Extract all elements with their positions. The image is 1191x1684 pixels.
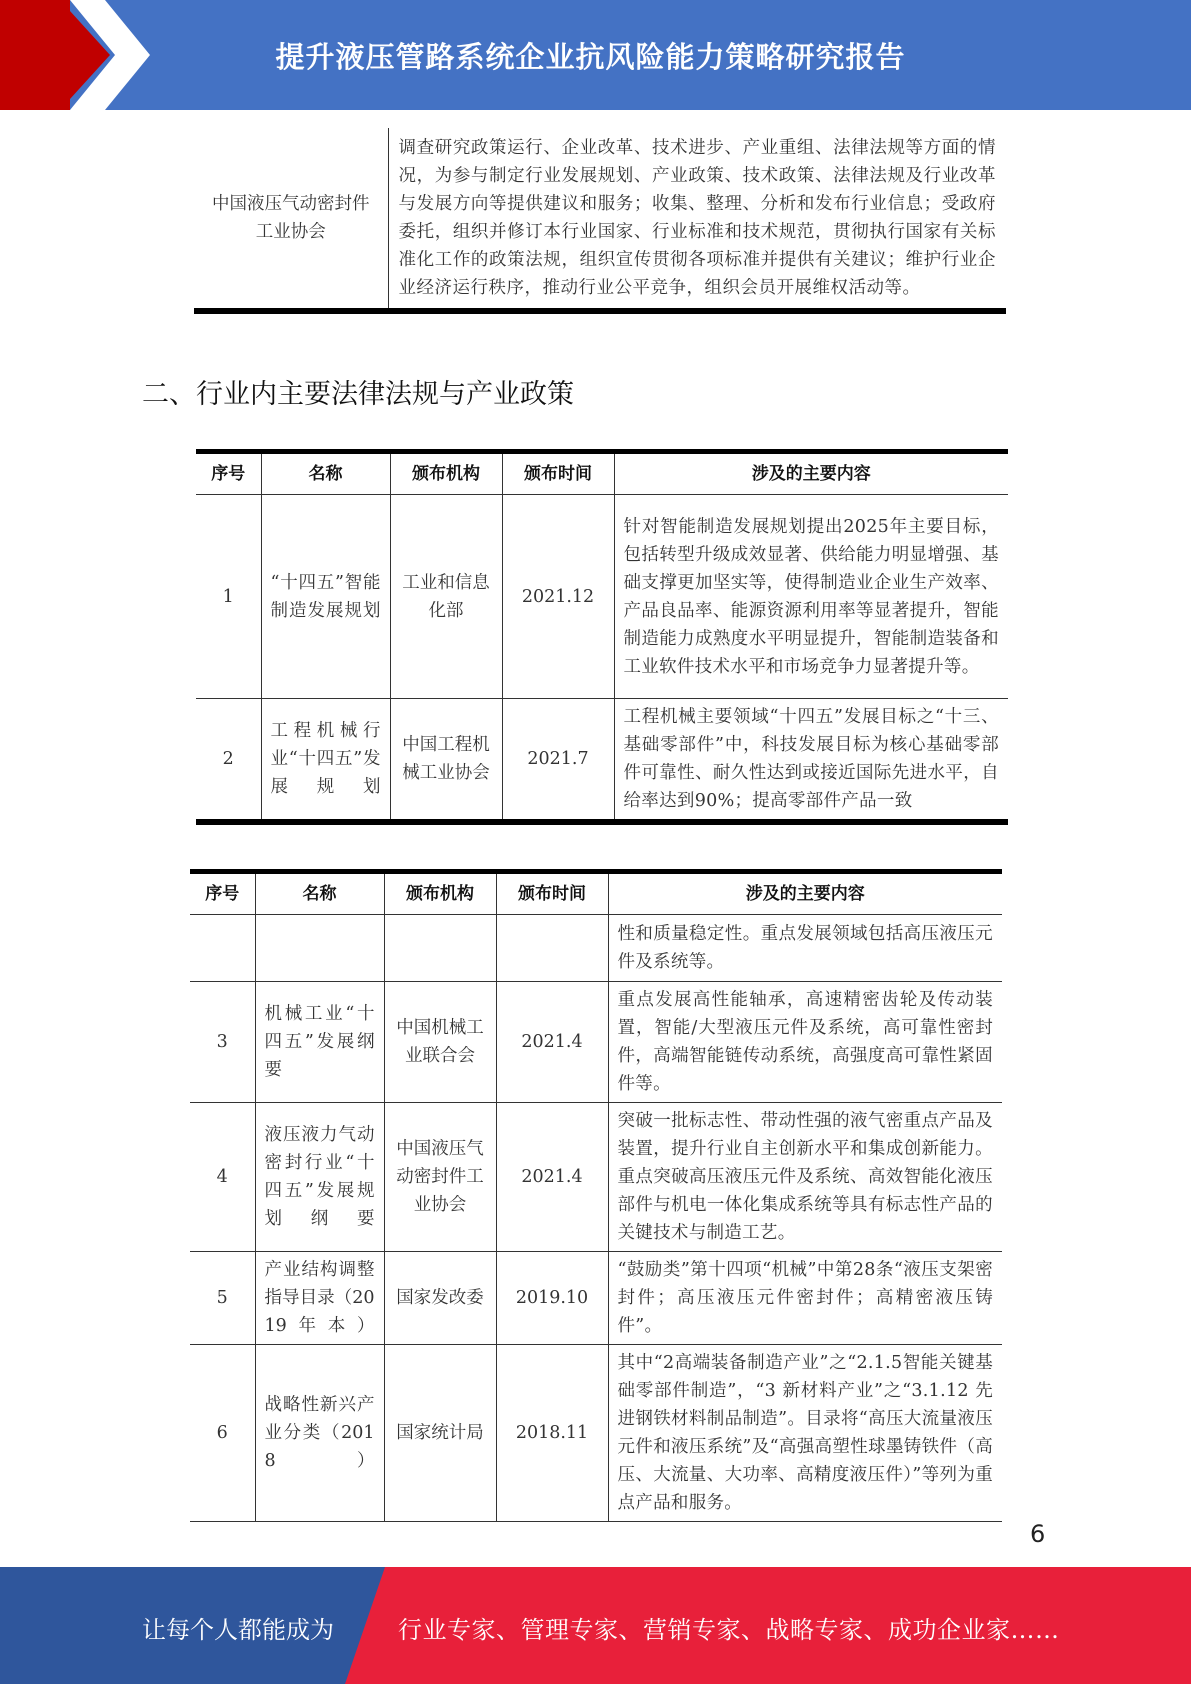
col-header-date: 颁布时间 bbox=[502, 452, 614, 495]
cell-agency: 工业和信息化部 bbox=[390, 495, 502, 699]
cell-content: 针对智能制造发展规划提出2025年主要目标，包括转型升级成效显著、供给能力明显增强、基础支撑更加坚实等，使得制造业企业生产效率、产品良品率、能源资源利用率等显著提升，智能制造能力成熟度水平明显提升，智能制造装备和工业软件技术水平和市场竞争力显著提升等。 bbox=[614, 495, 1008, 699]
cell-content: 工程机械主要领域“十四五”发展目标之“十三、基础零部件”中，科技发展目标为核心基础零部件可靠性、耐久性达到或接近国际先进水平，自给率达到90%；提高零部件产品一致 bbox=[623, 707, 999, 811]
policy-table-1 bbox=[196, 449, 1008, 825]
cell-name: “十四五”智能制造发展规划 bbox=[261, 495, 390, 699]
org-name: 中国液压气动密封件工业协会 bbox=[194, 128, 388, 311]
cell-agency: 中国工程机械工业协会 bbox=[390, 699, 502, 823]
org-description: 调查研究政策运行、企业改革、技术进步、产业重组、法律法规等方面的情况，为参与制定行业发展规划、产业政策、技术政策、法律法规及行业改革与发展方向等提供建议和服务；收集、整理、分析和发布行业信息；受政府委托，组织并修订本行业国家、行业标准和技术规范，贯彻执行国家有关标准化工作的政策法规，组织宣传贯彻各项标准并提供有关建议；维护行业企业经济运行秩序，推动行业公平竞争，组织会员开展维权活动等。 bbox=[398, 138, 996, 298]
cell-date: 2021.7 bbox=[502, 699, 614, 823]
col-header-agency: 颁布机构 bbox=[390, 452, 502, 495]
footer-slogan-right: 行业专家、管理专家、营销专家、战略专家、成功企业家…… bbox=[398, 1616, 1060, 1644]
cell-agency bbox=[384, 915, 496, 982]
cell-no: 4 bbox=[190, 1103, 255, 1252]
cell-date: 2021.4 bbox=[496, 982, 608, 1103]
cell-name: 战略性新兴产业分类（2018） bbox=[255, 1345, 384, 1522]
table-header-row bbox=[196, 452, 1008, 495]
association-table bbox=[194, 128, 1006, 314]
table-row bbox=[196, 495, 1008, 699]
table-row bbox=[194, 128, 1006, 311]
cell-agency: 中国液压气动密封件工业协会 bbox=[384, 1103, 496, 1252]
cell-agency: 国家统计局 bbox=[384, 1345, 496, 1522]
cell-no: 2 bbox=[196, 699, 261, 823]
cell-content: 性和质量稳定性。重点发展领域包括高压液压元件及系统等。 bbox=[608, 915, 1002, 982]
col-header-name: 名称 bbox=[261, 452, 390, 495]
table-row bbox=[190, 982, 1002, 1103]
col-header-content: 涉及的主要内容 bbox=[614, 452, 1008, 495]
cell-date bbox=[496, 915, 608, 982]
header-chevron-icon bbox=[0, 0, 170, 110]
table-row bbox=[190, 1345, 1002, 1522]
table-row bbox=[190, 915, 1002, 982]
col-header-agency: 颁布机构 bbox=[384, 872, 496, 915]
cell-content: 突破一批标志性、带动性强的液气密重点产品及装置，提升行业自主创新水平和集成创新能力。重点突破高压液压元件及系统、高效智能化液压部件与机电一体化集成系统等具有标志性产品的关键技术与制造工艺。 bbox=[608, 1103, 1002, 1252]
cell-name: 液压液力气动密封行业“十四五”发展规划纲要 bbox=[255, 1103, 384, 1252]
cell-name bbox=[255, 915, 384, 982]
policy-table-2 bbox=[190, 869, 1002, 1522]
col-header-content: 涉及的主要内容 bbox=[608, 872, 1002, 915]
col-header-date: 颁布时间 bbox=[496, 872, 608, 915]
page-number: 6 bbox=[1030, 1520, 1046, 1548]
cell-no: 6 bbox=[190, 1345, 255, 1522]
col-header-no: 序号 bbox=[190, 872, 255, 915]
cell-agency: 中国机械工业联合会 bbox=[384, 982, 496, 1103]
cell-name: 机械工业“十四五”发展纲要 bbox=[255, 982, 384, 1103]
table-row bbox=[196, 699, 1008, 823]
cell-name: 工程机械行业“十四五”发展规划 bbox=[261, 699, 390, 823]
cell-no bbox=[190, 915, 255, 982]
footer-slogan-left: 让每个人都能成为 bbox=[142, 1616, 334, 1644]
table-row bbox=[190, 1103, 1002, 1252]
table-header-row bbox=[190, 872, 1002, 915]
cell-no: 5 bbox=[190, 1252, 255, 1345]
cell-no: 1 bbox=[196, 495, 261, 699]
col-header-name: 名称 bbox=[255, 872, 384, 915]
cell-content: 重点发展高性能轴承，高速精密齿轮及传动装置，智能/大型液压元件及系统，高可靠性密封件，高端智能链传动系统，高强度高可靠性紧固件等。 bbox=[608, 982, 1002, 1103]
cell-content: “鼓励类”第十四项“机械”中第28条“液压支架密封件；高压液压元件密封件；高精密液压铸件”。 bbox=[608, 1252, 1002, 1345]
cell-date: 2018.11 bbox=[496, 1345, 608, 1522]
section-title: 二、行业内主要法律法规与产业政策 bbox=[142, 379, 574, 410]
cell-date: 2021.12 bbox=[502, 495, 614, 699]
cell-content: 其中“2高端装备制造产业”之“2.1.5智能关键基础零部件制造”，“3 新材料产业”之“3.1.12 先进钢铁材料制品制造”。目录将“高压大流量液压元件和液压系统”及“高强高塑性球墨铸铁件（高压、大流量、大功率、高精度液压件）”等列为重点产品和服务。 bbox=[608, 1345, 1002, 1522]
report-title: 提升液压管路系统企业抗风险能力策略研究报告 bbox=[275, 39, 906, 74]
cell-agency: 国家发改委 bbox=[384, 1252, 496, 1345]
col-header-no: 序号 bbox=[196, 452, 261, 495]
cell-date: 2019.10 bbox=[496, 1252, 608, 1345]
cell-name: 产业结构调整指导目录（2019年本） bbox=[255, 1252, 384, 1345]
cell-date: 2021.4 bbox=[496, 1103, 608, 1252]
cell-no: 3 bbox=[190, 982, 255, 1103]
table-row bbox=[190, 1252, 1002, 1345]
